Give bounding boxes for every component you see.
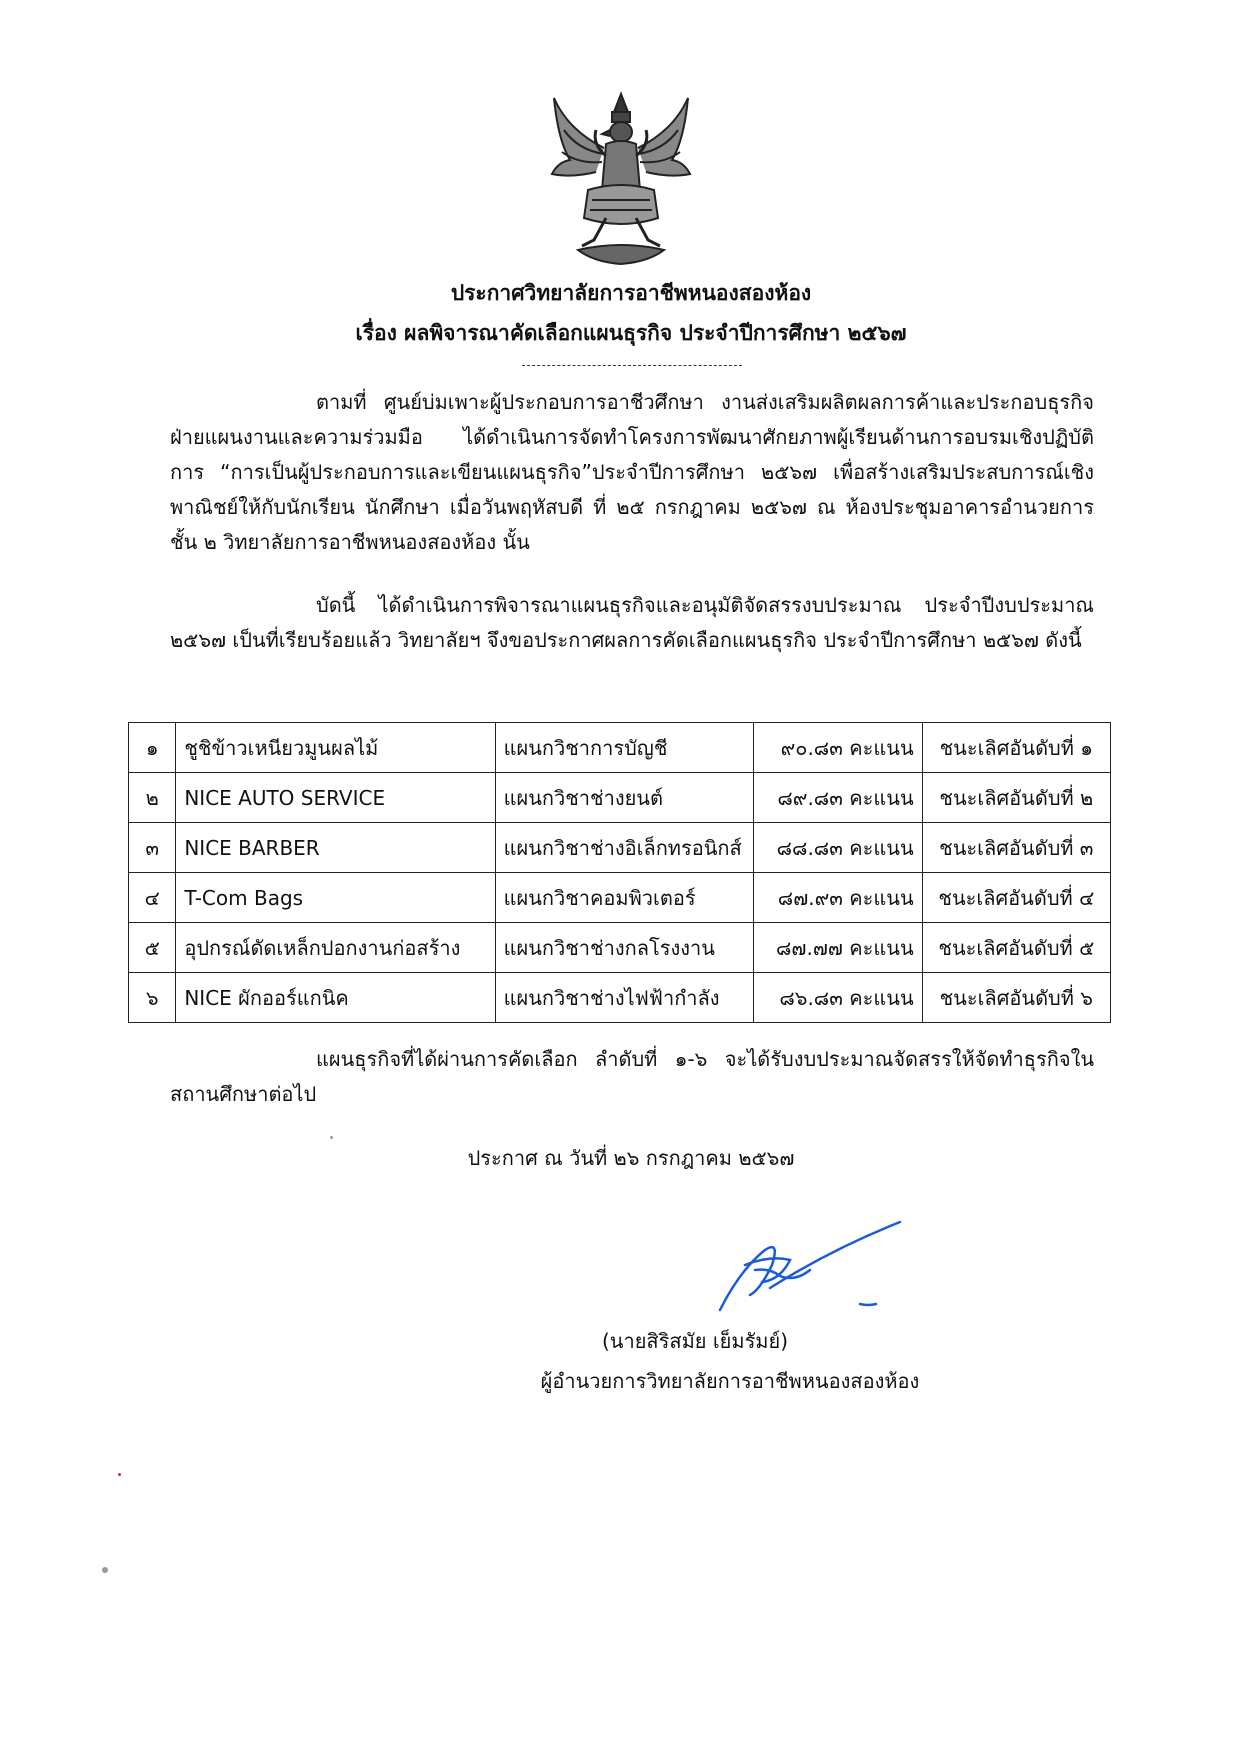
table-row bbox=[129, 773, 1111, 823]
signature-icon bbox=[710, 1210, 910, 1320]
row-number: ๓ bbox=[129, 823, 176, 873]
score: ๘๗.๙๓ คะแนน bbox=[754, 873, 922, 923]
scan-speck bbox=[330, 1136, 333, 1139]
business-plan-name: NICE ผักออร์แกนิค bbox=[176, 973, 495, 1023]
row-number: ๖ bbox=[129, 973, 176, 1023]
rank: ชนะเลิศอันดับที่ ๑ bbox=[922, 723, 1110, 773]
paragraph-background-text: ตามที่ ศูนย์บ่มเพาะผู้ประกอบการอาชีวศึกษา งานส่งเสริมผลิตผลการค้าและประกอบธุรกิจ ฝ่ายแผนงานและความร่วมมือ ได้ดำเนินการจัดทำโครงการพัฒนาศักยภาพผู้เรียนด้านการอบรมเชิงปฏิบัติการ “การเป็นผู้ประกอบการและเขียนแผนธุรกิจ”ประจำปีการศึกษา ๒๕๖๗ เพื่อสร้างเสริมประสบการณ์เชิงพาณิชย์ให้กับนักเรียน นักศึกษา เมื่อวันพฤหัสบดี ที่ ๒๕ กรกฎาคม ๒๕๖๗ ณ ห้องประชุมอาคารอำนวยการ ชั้น ๒ วิทยาลัยการอาชีพหนองสองห้อง นั้น bbox=[170, 390, 1094, 554]
table-row bbox=[129, 823, 1111, 873]
scan-speck bbox=[102, 1567, 108, 1573]
title-divider bbox=[522, 365, 742, 366]
table-row bbox=[129, 723, 1111, 773]
announcement-date: ประกาศ ณ วันที่ ๒๖ กรกฎาคม ๒๕๖๗ bbox=[467, 1146, 795, 1170]
department: แผนกวิชาคอมพิวเตอร์ bbox=[495, 873, 754, 923]
results-table bbox=[128, 722, 1111, 1023]
rank: ชนะเลิศอันดับที่ ๒ bbox=[922, 773, 1110, 823]
table-row bbox=[129, 873, 1111, 923]
paragraph-background bbox=[170, 385, 1094, 560]
business-plan-name: NICE BARBER bbox=[176, 823, 495, 873]
rank: ชนะเลิศอันดับที่ ๔ bbox=[922, 873, 1110, 923]
score: ๘๖.๘๓ คะแนน bbox=[754, 973, 922, 1023]
signer-name: (นายสิริสมัย เย็มรัมย์) bbox=[601, 1329, 789, 1353]
paragraph-conclusion-text: แผนธุรกิจที่ได้ผ่านการคัดเลือก ลำดับที่ ๑-๖ จะได้รับงบประมาณจัดสรรให้จัดทำธุรกิจในสถานศึกษาต่อไป bbox=[170, 1047, 1094, 1106]
department: แผนกวิชาการบัญชี bbox=[495, 723, 754, 773]
business-plan-name: ชูชิข้าวเหนียวมูนผลไม้ bbox=[176, 723, 495, 773]
score: ๘๙.๘๓ คะแนน bbox=[754, 773, 922, 823]
table-row bbox=[129, 923, 1111, 973]
department: แผนกวิชาช่างยนต์ bbox=[495, 773, 754, 823]
rank: ชนะเลิศอันดับที่ ๓ bbox=[922, 823, 1110, 873]
score: ๙๐.๘๓ คะแนน bbox=[754, 723, 922, 773]
scan-speck bbox=[118, 1473, 121, 1476]
rank: ชนะเลิศอันดับที่ ๕ bbox=[922, 923, 1110, 973]
department: แผนกวิชาช่างอิเล็กทรอนิกส์ bbox=[495, 823, 754, 873]
row-number: ๒ bbox=[129, 773, 176, 823]
paragraph-announcement bbox=[170, 588, 1094, 658]
score: ๘๗.๗๗ คะแนน bbox=[754, 923, 922, 973]
row-number: ๕ bbox=[129, 923, 176, 973]
row-number: ๔ bbox=[129, 873, 176, 923]
department: แผนกวิชาช่างไฟฟ้ากำลัง bbox=[495, 973, 754, 1023]
announcement-title: ประกาศวิทยาลัยการอาชีพหนองสองห้อง bbox=[450, 281, 812, 305]
garuda-emblem-icon bbox=[548, 90, 694, 268]
announcement-subject: เรื่อง ผลพิจารณาคัดเลือกแผนธุรกิจ ประจำปีการศึกษา ๒๕๖๗ bbox=[355, 321, 907, 345]
business-plan-name: อุปกรณ์ดัดเหล็กปอกงานก่อสร้าง bbox=[176, 923, 495, 973]
paragraph-announcement-text: บัดนี้ ได้ดำเนินการพิจารณาแผนธุรกิจและอนุมัติจัดสรรงบประมาณ ประจำปีงบประมาณ ๒๕๖๗ เป็นที่เรียบร้อยแล้ว วิทยาลัยฯ จึงขอประกาศผลการคัดเลือกแผนธุรกิจ ประจำปีการศึกษา ๒๕๖๗ ดังนี้ bbox=[170, 593, 1094, 652]
business-plan-name: NICE AUTO SERVICE bbox=[176, 773, 495, 823]
table-row bbox=[129, 973, 1111, 1023]
business-plan-name: T-Com Bags bbox=[176, 873, 495, 923]
score: ๘๘.๘๓ คะแนน bbox=[754, 823, 922, 873]
row-number: ๑ bbox=[129, 723, 176, 773]
paragraph-conclusion bbox=[170, 1042, 1094, 1112]
signer-title: ผู้อำนวยการวิทยาลัยการอาชีพหนองสองห้อง bbox=[540, 1369, 920, 1393]
rank: ชนะเลิศอันดับที่ ๖ bbox=[922, 973, 1110, 1023]
department: แผนกวิชาช่างกลโรงงาน bbox=[495, 923, 754, 973]
